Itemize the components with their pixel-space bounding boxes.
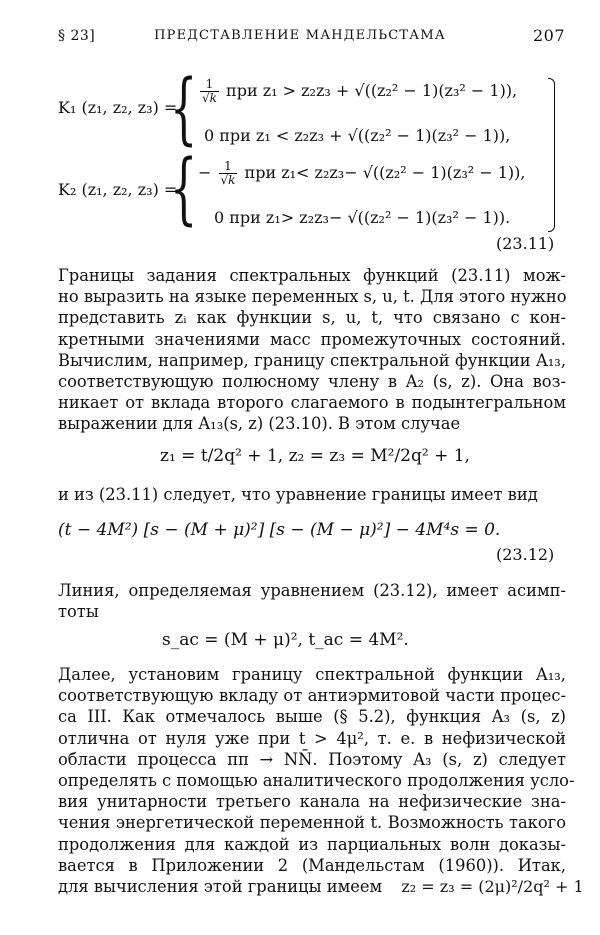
k1-case2: 0 при z₁ < z₂z₃ + √((z₂² − 1)(z₃² − 1)), [204, 126, 511, 145]
p1-line-7: никает от вклада второго слагаемого в подынтегральном [58, 393, 566, 413]
z-relation-equation: z₁ = t/2q² + 1, z₂ = z₃ = M²/2q² + 1, [160, 446, 470, 466]
paragraph-1 [58, 265, 566, 435]
asymptotes-equation: s_ac = (M + μ)², t_ac = 4M². [162, 630, 409, 650]
final-z-equation: z₂ = z₃ = (2μ)²/2q² + 1 [401, 877, 584, 897]
p1-line-2: но выразить на языке переменных s, u, t. Для этого нужно [58, 287, 567, 307]
p3-line-2: тоты [58, 602, 99, 622]
equation-number-23-11: (23.11) [496, 234, 555, 253]
p1-line-3: представить zᵢ как функции s, u, t, что связано с кон- [58, 308, 566, 328]
p1-line-5: Вычислим, например, границу спектральной функции A₁₃, [58, 350, 566, 370]
p3-line-1: Линия, определяемая уравнением (23.12), имеет асимп- [58, 581, 566, 600]
k1-lhs: K₁ (z₁, z₂, z₃) = [58, 98, 178, 117]
paragraph-3 [58, 580, 566, 622]
running-title: ПРЕДСТАВЛЕНИЕ МАНДЕЛЬСТАМА [154, 28, 446, 43]
k1-case1 [198, 78, 517, 105]
p4-line-11-text: для вычисления этой границы имеем [58, 877, 383, 897]
left-brace-k1: { [170, 64, 198, 154]
fraction-one-over-sqrt-k-2: $\frac{1}{√k}$ [220, 159, 236, 187]
k1-case1-condition: при z₁ > z₂z₃ + √((z₂² − 1)(z₃² − 1)), [226, 81, 518, 100]
fraction-one-over-sqrt-k: $\frac{1}{√k}$ [202, 77, 217, 105]
paragraph-2 [58, 484, 566, 505]
k2-case1-condition: при z₁< z₂z₃− √((z₂² − 1)(z₃² − 1)), [244, 163, 526, 182]
paragraph-4 [58, 664, 584, 897]
p4-line-2: соответствующую вкладу от антиэрмитовой части процес- [58, 686, 566, 706]
p1-line-8: выражении для A₁₃(s, z) (23.10). В этом случае [58, 414, 461, 434]
p4-line-5: области процесса ππ → NN̄. Поэтому A₃ (s, z) следует [58, 749, 566, 769]
p4-line-7: вия унитарности третьего канала на нефизические зна- [58, 792, 566, 812]
p4-line-9: продолжения для каждой из парциальных волн доказы- [58, 834, 566, 854]
k2-case2: 0 при z₁> z₂z₃− √((z₂² − 1)(z₃² − 1)). [214, 208, 511, 227]
k2-case1: − $\frac{1}{√k}$ при z₁< z₂z₃− √((z₂² − 1)(z₃² − 1)), [198, 159, 526, 187]
p4-line-1: Далее, установим границу спектральной функции A₁₃, [58, 665, 566, 684]
left-brace-k2: { [170, 144, 198, 234]
equation-number-23-12: (23.12) [496, 545, 555, 564]
right-bracket [548, 78, 555, 232]
p1-line-4: кретными значениями масс промежуточных состояний. [58, 329, 566, 349]
k2-lhs: K₂ (z₁, z₂, z₃) = [58, 180, 178, 199]
p2-line-1: и из (23.11) следует, что уравнение границы имеет вид [58, 485, 538, 504]
section-marker: § 23] [58, 28, 96, 44]
page-number: 207 [533, 26, 566, 45]
p4-line-6: определять с помощью аналитического продолжения усло- [58, 771, 575, 791]
boundary-equation: (t − 4M²) [s − (M + μ)²] [s − (M − μ)²] − 4M⁴s = 0. [58, 520, 501, 540]
p4-line-11 [58, 876, 584, 897]
p4-line-3: са III. Как отмечалось выше (§ 5.2), функция A₃ (s, z) [58, 707, 566, 727]
p4-line-10: вается в Приложении 2 (Мандельстам (1960)). Итак, [58, 855, 566, 875]
p1-line-6: соответствующую полюсному члену в A₂ (s, z). Она воз- [58, 372, 566, 392]
p4-line-8: чения энергетической переменной t. Возможность такого [58, 813, 566, 833]
p1-line-1: Границы задания спектральных функций (23.11) мож- [58, 266, 566, 285]
p4-line-4: отлична от нуля уже при t > 4μ², т. е. в нефизической [58, 728, 566, 748]
